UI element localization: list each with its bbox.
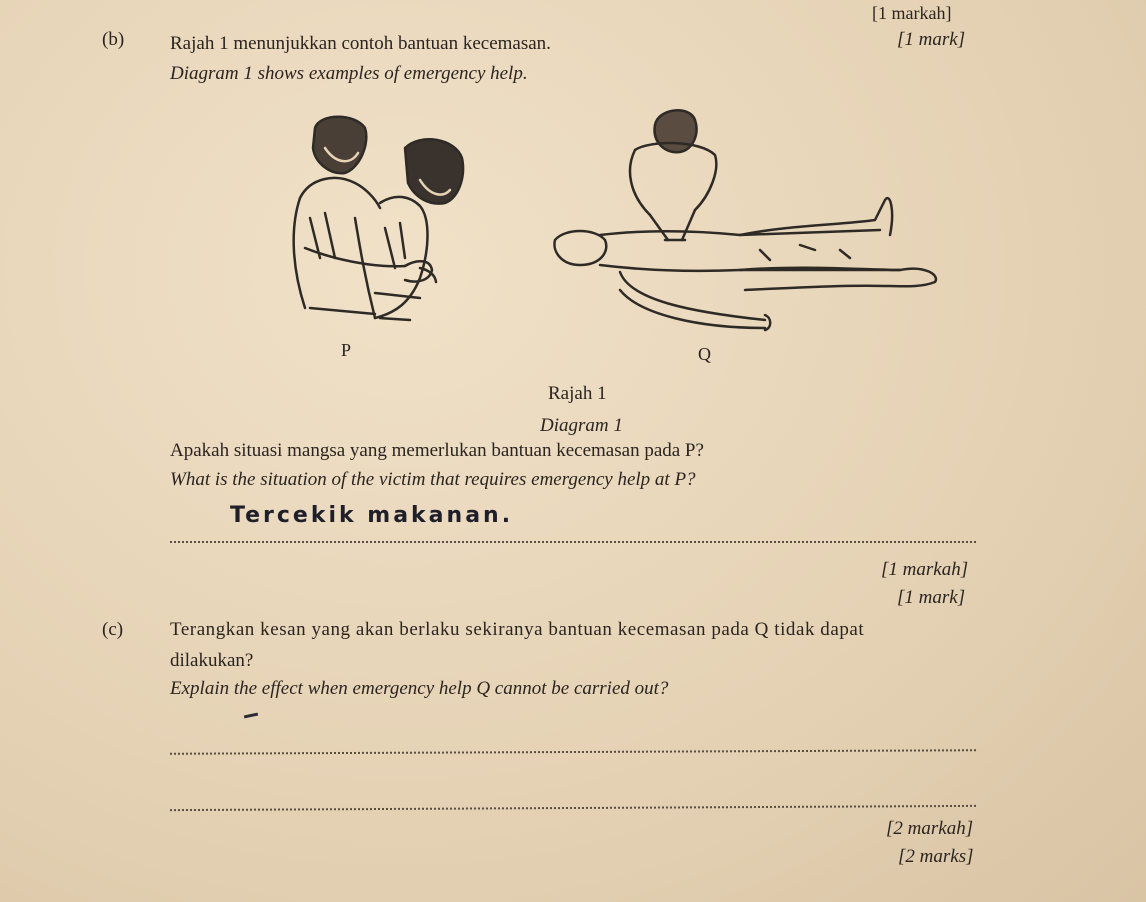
handwritten-answer: Tercekik makanan. [230, 503, 514, 528]
part-b-label: (b) [102, 29, 125, 50]
figure-q-label: Q [698, 344, 711, 364]
figure-q-cpr [540, 100, 950, 340]
part-c-marks: [2 marks] [898, 846, 974, 867]
answer-line-c2 [170, 805, 976, 811]
part-c-label: (c) [102, 619, 124, 640]
stray-pen-mark [244, 713, 258, 719]
part-c-en: Explain the effect when emergency help Q cannot be carried out? [170, 678, 669, 699]
part-b-intro-en: Diagram 1 shows examples of emergency help. [170, 63, 528, 84]
question-b-en: What is the situation of the victim that requires emergency help at P? [170, 469, 696, 490]
figure-p-label: P [341, 340, 352, 360]
part-b-mark-en: [1 mark] [897, 29, 966, 50]
part-b-intro-ms: Rajah 1 menunjukkan contoh bantuan kecemasan. [170, 33, 551, 54]
question-b-ms: Apakah situasi mangsa yang memerlukan bantuan kecemasan pada P? [170, 440, 704, 461]
answer-line-c1 [170, 749, 976, 755]
part-c-line2-ms: dilakukan? [170, 650, 254, 671]
figure-p-abdominal-thrust [280, 108, 480, 328]
part-c-markah: [2 markah] [886, 818, 974, 839]
question-b-mark: [1 mark] [897, 587, 966, 608]
top-markah: [1 markah] [872, 3, 952, 23]
part-c-line1-ms: Terangkan kesan yang akan berlaku sekiranya bantuan kecemasan pada Q tidak dapat [170, 619, 865, 640]
figure-caption-en: Diagram 1 [540, 415, 623, 436]
answer-line-b [170, 541, 976, 543]
figure-caption-ms: Rajah 1 [548, 383, 607, 404]
question-b-markah: [1 markah] [881, 559, 969, 580]
